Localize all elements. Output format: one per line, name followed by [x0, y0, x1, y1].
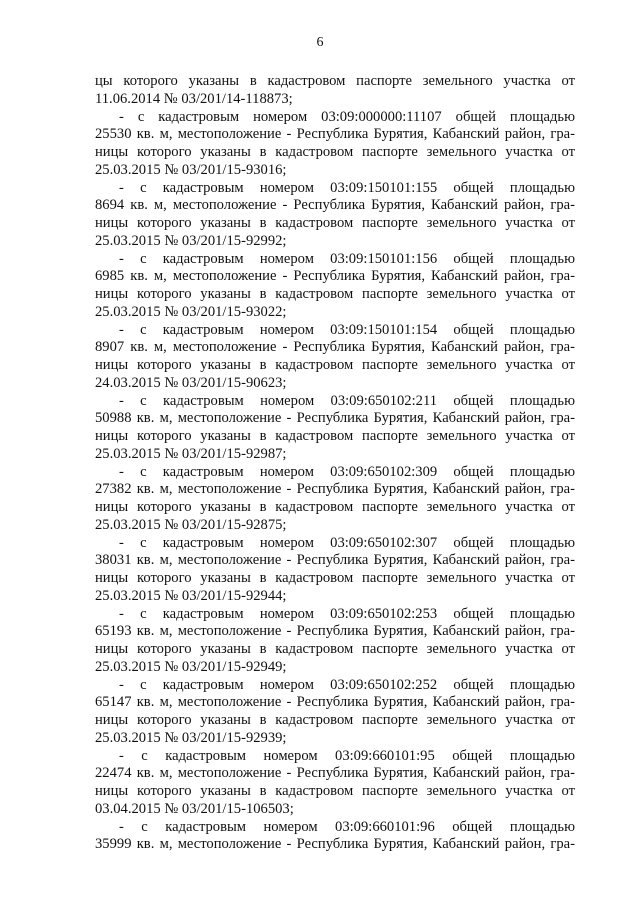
text-line: 25.03.2015 № 03/201/15-92939; — [95, 729, 287, 746]
text-line: 35999 кв. м, местоположение - Республика Бурятия, Кабанский район, гра- — [95, 836, 575, 853]
text-line: - с кадастровым номером 03:09:000000:11107 общей площадью — [119, 108, 575, 125]
text-line: - с кадастровым номером 03:09:650102:309 общей площадью — [119, 463, 575, 480]
text-line: 8907 кв. м, местоположение - Республика Бурятия, Кабанский район, гра- — [95, 339, 575, 356]
text-line: ницы которого указаны в кадастровом паспорте земельного участка от — [95, 570, 575, 586]
page-number: 6 — [316, 35, 324, 50]
document-body — [95, 73, 575, 854]
text-line: ницы которого указаны в кадастровом паспорте земельного участка от — [95, 783, 575, 799]
text-line: 25.03.2015 № 03/201/15-93022; — [95, 303, 287, 320]
text-line: ницы которого указаны в кадастровом паспорте земельного участка от — [95, 286, 575, 302]
text-line: - с кадастровым номером 03:09:650102:253 общей площадью — [119, 605, 575, 622]
text-line: 03.04.2015 № 03/201/15-106503; — [95, 800, 294, 817]
text-line: ницы которого указаны в кадастровом паспорте земельного участка от — [95, 712, 575, 728]
text-line: 25.03.2015 № 03/201/15-92949; — [95, 658, 287, 675]
text-line: - с кадастровым номером 03:09:650102:307 общей площадью — [119, 534, 575, 551]
text-line: 24.03.2015 № 03/201/15-90623; — [95, 374, 287, 391]
text-line: ницы которого указаны в кадастровом паспорте земельного участка от — [95, 215, 575, 231]
text-line: 25.03.2015 № 03/201/15-93016; — [95, 161, 287, 178]
text-line: - с кадастровым номером 03:09:150101:155 общей площадью — [119, 179, 575, 196]
text-line: 25.03.2015 № 03/201/15-92875; — [95, 516, 287, 533]
text-line: 38031 кв. м, местоположение - Республика Бурятия, Кабанский район, гра- — [95, 552, 575, 569]
text-line: ницы которого указаны в кадастровом паспорте земельного участка от — [95, 357, 575, 373]
text-line: ницы которого указаны в кадастровом паспорте земельного участка от — [95, 499, 575, 515]
text-line: ницы которого указаны в кадастровом паспорте земельного участка от — [95, 641, 575, 657]
text-line: - с кадастровым номером 03:09:660101:96 общей площадью — [119, 818, 575, 835]
text-line: 50988 кв. м, местоположение - Республика Бурятия, Кабанский район, гра- — [95, 410, 575, 427]
text-line: 25.03.2015 № 03/201/15-92944; — [95, 587, 287, 604]
text-line: 25530 кв. м, местоположение - Республика Бурятия, Кабанский район, гра- — [95, 126, 575, 143]
text-line: - с кадастровым номером 03:09:150101:154 общей площадью — [119, 321, 575, 338]
text-line: 25.03.2015 № 03/201/15-92987; — [95, 445, 287, 462]
text-line: 27382 кв. м, местоположение - Республика Бурятия, Кабанский район, гра- — [95, 481, 575, 498]
text-line: - с кадастровым номером 03:09:650102:252 общей площадью — [119, 676, 575, 693]
text-line: 65147 кв. м, местоположение - Республика Бурятия, Кабанский район, гра- — [95, 694, 575, 711]
text-line: - с кадастровым номером 03:09:150101:156 общей площадью — [119, 250, 575, 267]
text-line: ницы которого указаны в кадастровом паспорте земельного участка от — [95, 428, 575, 444]
text-line: ницы которого указаны в кадастровом паспорте земельного участка от — [95, 144, 575, 160]
text-line: 8694 кв. м, местоположение - Республика Бурятия, Кабанский район, гра- — [95, 197, 575, 214]
text-line: 65193 кв. м, местоположение - Республика Бурятия, Кабанский район, гра- — [95, 623, 575, 640]
text-line: 22474 кв. м, местоположение - Республика Бурятия, Кабанский район, гра- — [95, 765, 575, 782]
text-line: - с кадастровым номером 03:09:660101:95 общей площадью — [119, 747, 575, 764]
text-line: цы которого указаны в кадастровом паспорте земельного участка от — [95, 73, 575, 89]
text-line: - с кадастровым номером 03:09:650102:211 общей площадью — [119, 392, 575, 409]
text-line: 11.06.2014 № 03/201/14-118873; — [95, 90, 293, 107]
text-line: 25.03.2015 № 03/201/15-92992; — [95, 232, 287, 249]
text-line: 6985 кв. м, местоположение - Республика Бурятия, Кабанский район, гра- — [95, 268, 575, 285]
